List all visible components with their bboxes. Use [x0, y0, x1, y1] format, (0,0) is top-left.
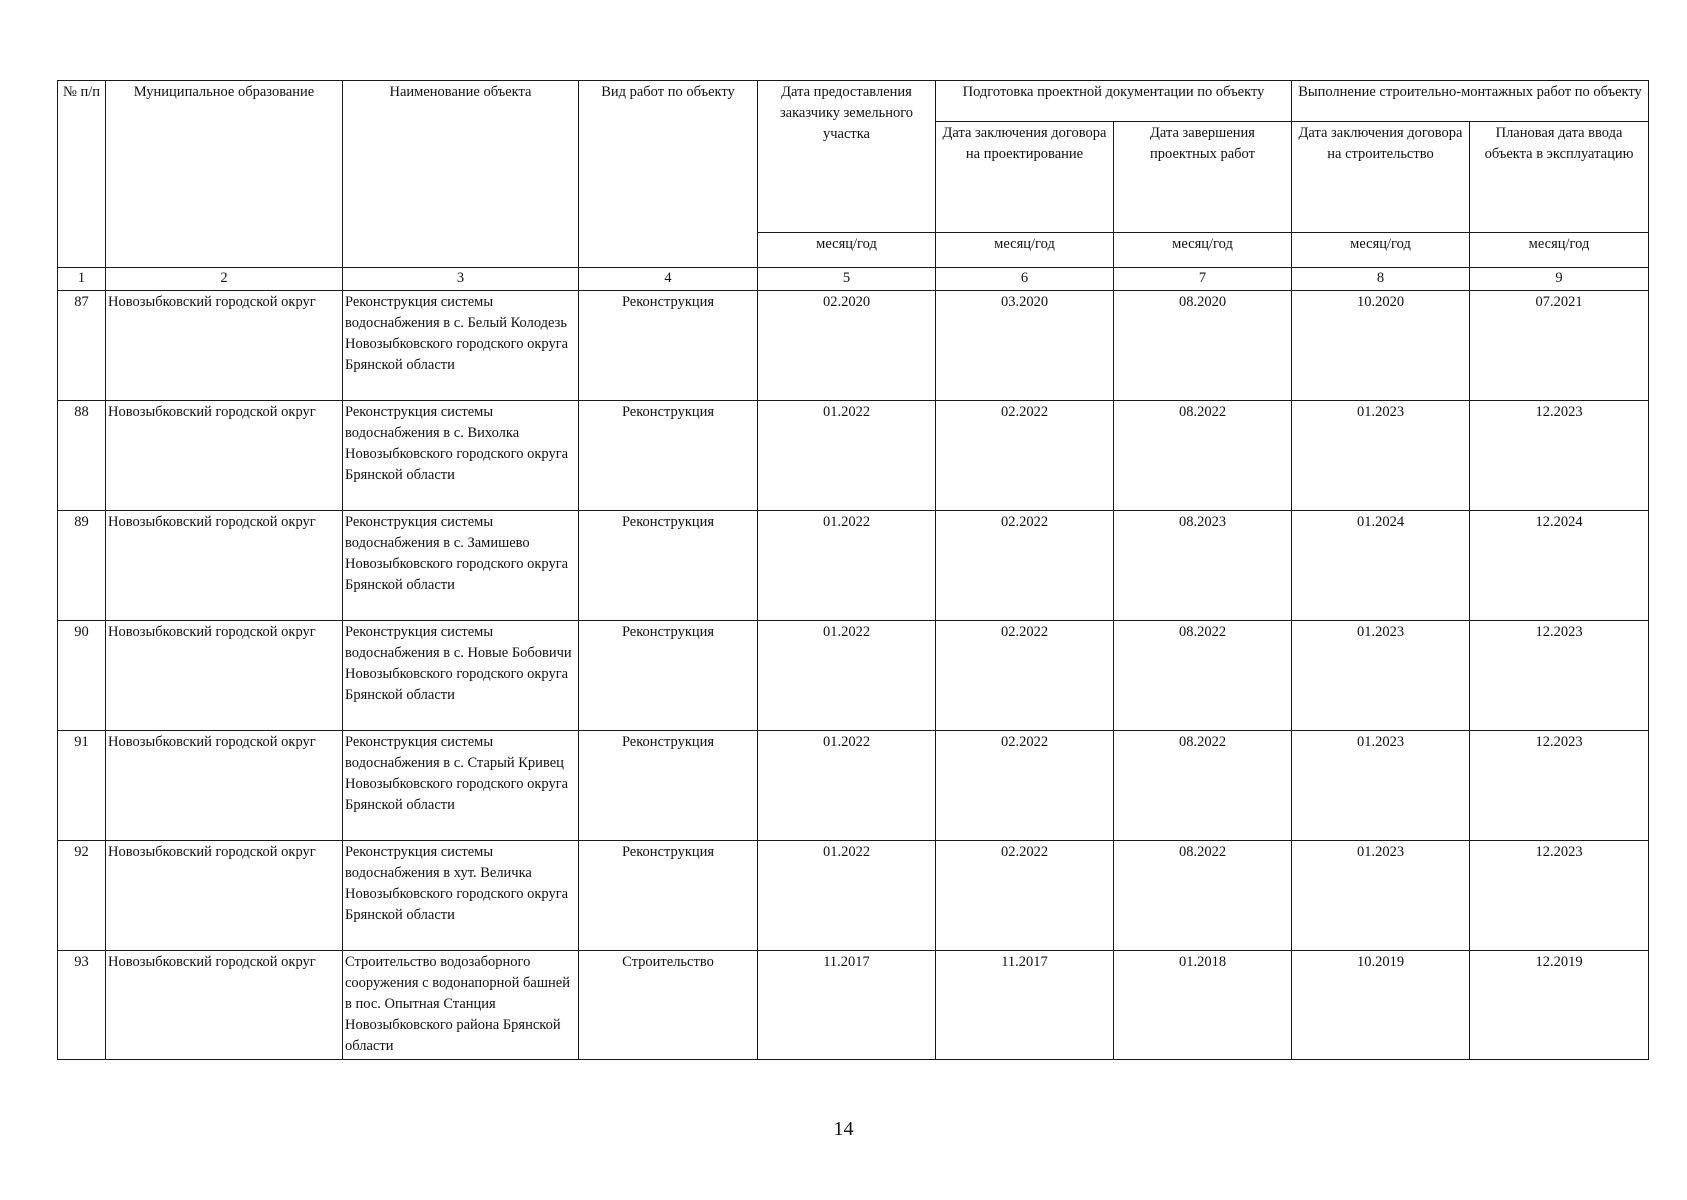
table-row — [58, 621, 1649, 731]
table-row — [58, 401, 1649, 511]
table-body — [58, 268, 1649, 1060]
schedule-table — [57, 80, 1649, 1060]
column-number: 4 — [579, 268, 758, 291]
header-group-construction: Выполнение строительно-монтажных работ по объекту — [1292, 81, 1649, 122]
design-end-cell: 08.2022 — [1114, 841, 1292, 951]
land-date-cell: 01.2022 — [758, 621, 936, 731]
commission-cell: 12.2023 — [1470, 621, 1649, 731]
land-date-cell: 11.2017 — [758, 951, 936, 1060]
object-name-cell: Реконструкция системы водоснабжения в с. Старый Кривец Новозыбковского городского округа Брянской области — [343, 731, 579, 841]
design-contract-cell: 02.2022 — [936, 731, 1114, 841]
design-contract-cell: 02.2022 — [936, 511, 1114, 621]
header-work-type: Вид работ по объекту — [579, 81, 758, 268]
object-name-cell: Реконструкция системы водоснабжения в с. Новые Бобовичи Новозыбковского городского округа Брянской области — [343, 621, 579, 731]
build-contract-cell: 01.2024 — [1292, 511, 1470, 621]
header-design-contract-date: Дата заключения договора на проектирование — [936, 122, 1114, 233]
table-row — [58, 511, 1649, 621]
unit-label: месяц/год — [1114, 233, 1292, 268]
land-date-cell: 01.2022 — [758, 401, 936, 511]
municipality-cell: Новозыбковский городской округ — [106, 511, 343, 621]
work-type-cell: Реконструкция — [579, 511, 758, 621]
column-number: 3 — [343, 268, 579, 291]
build-contract-cell: 10.2020 — [1292, 291, 1470, 401]
work-type-cell: Реконструкция — [579, 621, 758, 731]
row-number: 93 — [58, 951, 106, 1060]
build-contract-cell: 01.2023 — [1292, 401, 1470, 511]
column-number: 8 — [1292, 268, 1470, 291]
column-number-row — [58, 268, 1649, 291]
header-municipality: Муниципальное образование — [106, 81, 343, 268]
design-contract-cell: 11.2017 — [936, 951, 1114, 1060]
column-number: 5 — [758, 268, 936, 291]
table-row — [58, 291, 1649, 401]
work-type-cell: Реконструкция — [579, 401, 758, 511]
column-number: 6 — [936, 268, 1114, 291]
unit-label: месяц/год — [758, 233, 936, 268]
table-row — [58, 731, 1649, 841]
row-number: 90 — [58, 621, 106, 731]
work-type-cell: Реконструкция — [579, 731, 758, 841]
design-end-cell: 08.2023 — [1114, 511, 1292, 621]
commission-cell: 12.2023 — [1470, 401, 1649, 511]
column-number: 7 — [1114, 268, 1292, 291]
design-end-cell: 08.2022 — [1114, 731, 1292, 841]
header-commission-date: Плановая дата ввода объекта в эксплуатацию — [1470, 122, 1649, 233]
object-name-cell: Строительство водозаборного сооружения с водонапорной башней в пос. Опытная Станция Новозыбковского района Брянской области — [343, 951, 579, 1060]
build-contract-cell: 01.2023 — [1292, 621, 1470, 731]
commission-cell: 12.2019 — [1470, 951, 1649, 1060]
table-row — [58, 841, 1649, 951]
row-number: 91 — [58, 731, 106, 841]
commission-cell: 12.2023 — [1470, 731, 1649, 841]
header-number: № п/п — [58, 81, 106, 268]
header-object-name: Наименование объекта — [343, 81, 579, 268]
design-end-cell: 08.2022 — [1114, 401, 1292, 511]
header-design-end-date: Дата завершения проектных работ — [1114, 122, 1292, 233]
page-number: 14 — [833, 1118, 854, 1140]
land-date-cell: 01.2022 — [758, 841, 936, 951]
municipality-cell: Новозыбковский городской округ — [106, 951, 343, 1060]
row-number: 89 — [58, 511, 106, 621]
object-name-cell: Реконструкция системы водоснабжения в хут. Величка Новозыбковского городского округа Брянской области — [343, 841, 579, 951]
unit-label: месяц/год — [1470, 233, 1649, 268]
design-end-cell: 01.2018 — [1114, 951, 1292, 1060]
design-contract-cell: 02.2022 — [936, 621, 1114, 731]
design-contract-cell: 02.2022 — [936, 401, 1114, 511]
column-number: 2 — [106, 268, 343, 291]
design-end-cell: 08.2020 — [1114, 291, 1292, 401]
header-land-date: Дата предоставления заказчику земельного участка — [758, 81, 936, 233]
municipality-cell: Новозыбковский городской округ — [106, 401, 343, 511]
row-number: 87 — [58, 291, 106, 401]
commission-cell: 07.2021 — [1470, 291, 1649, 401]
unit-label: месяц/год — [1292, 233, 1470, 268]
build-contract-cell: 10.2019 — [1292, 951, 1470, 1060]
unit-label: месяц/год — [936, 233, 1114, 268]
table-row — [58, 951, 1649, 1060]
work-type-cell: Строительство — [579, 951, 758, 1060]
municipality-cell: Новозыбковский городской округ — [106, 621, 343, 731]
design-contract-cell: 03.2020 — [936, 291, 1114, 401]
commission-cell: 12.2024 — [1470, 511, 1649, 621]
object-name-cell: Реконструкция системы водоснабжения в с. Белый Колодезь Новозыбковского городского округа Брянской области — [343, 291, 579, 401]
work-type-cell: Реконструкция — [579, 291, 758, 401]
header-build-contract-date: Дата заключения договора на строительство — [1292, 122, 1470, 233]
column-number: 1 — [58, 268, 106, 291]
design-end-cell: 08.2022 — [1114, 621, 1292, 731]
work-type-cell: Реконструкция — [579, 841, 758, 951]
header-group-design: Подготовка проектной документации по объекту — [936, 81, 1292, 122]
land-date-cell: 01.2022 — [758, 731, 936, 841]
commission-cell: 12.2023 — [1470, 841, 1649, 951]
row-number: 92 — [58, 841, 106, 951]
land-date-cell: 01.2022 — [758, 511, 936, 621]
build-contract-cell: 01.2023 — [1292, 731, 1470, 841]
table-header — [58, 81, 1649, 268]
municipality-cell: Новозыбковский городской округ — [106, 291, 343, 401]
column-number: 9 — [1470, 268, 1649, 291]
object-name-cell: Реконструкция системы водоснабжения в с. Замишево Новозыбковского городского округа Брянской области — [343, 511, 579, 621]
row-number: 88 — [58, 401, 106, 511]
municipality-cell: Новозыбковский городской округ — [106, 731, 343, 841]
object-name-cell: Реконструкция системы водоснабжения в с. Вихолка Новозыбковского городского округа Брянской области — [343, 401, 579, 511]
municipality-cell: Новозыбковский городской округ — [106, 841, 343, 951]
land-date-cell: 02.2020 — [758, 291, 936, 401]
design-contract-cell: 02.2022 — [936, 841, 1114, 951]
build-contract-cell: 01.2023 — [1292, 841, 1470, 951]
